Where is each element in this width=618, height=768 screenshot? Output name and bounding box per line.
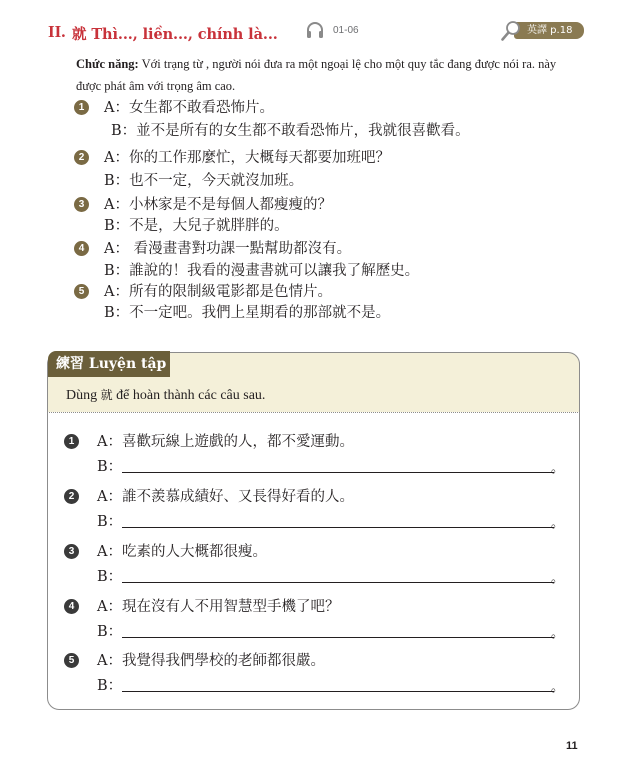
answer-end-mark: 。: [551, 516, 565, 531]
practice-number: 3: [64, 544, 79, 559]
example-line-a: A：你的工作那麼忙，大概每天都要加班吧？: [104, 150, 390, 166]
practice-tab: 練習 Luyện tập: [48, 351, 170, 377]
audio-track: 01-06: [333, 25, 359, 36]
practice-line-b-label: B：: [97, 624, 123, 640]
example-line-a: A：女生都不敢看恐怖片。: [104, 100, 274, 116]
example-line-a: A：小林家是不是每個人都瘦瘦的？: [104, 197, 332, 213]
practice-line-a: A：誰不羨慕成績好、又長得好看的人。: [97, 489, 354, 505]
example-line-b: B：也不一定，今天就沒加班。: [104, 173, 304, 189]
answer-end-mark: 。: [551, 461, 565, 476]
headphones-icon[interactable]: [305, 20, 325, 40]
answer-blank[interactable]: [122, 691, 554, 692]
example-line-a: A：所有的限制級電影都是色情片。: [104, 284, 332, 300]
page-number: 11: [566, 740, 578, 752]
translation-ref-badge[interactable]: 英譯 p.18: [514, 22, 584, 39]
answer-blank[interactable]: [122, 637, 554, 638]
example-number: 1: [74, 100, 89, 115]
example-line-b: B：不一定吧。我們上星期看的那部就不是。: [104, 305, 391, 321]
practice-instruction: Dùng 就 để hoàn thành các câu sau.: [66, 388, 266, 403]
example-line-a: A： 看漫畫書對功課一點幫助都沒有。: [104, 241, 352, 257]
example-line-b: B：不是，大兒子就胖胖的。: [104, 218, 289, 234]
practice-line-a: A：喜歡玩線上遊戲的人，都不愛運動。: [97, 434, 354, 450]
section-header: [44, 19, 584, 43]
example-line-b: B：誰說的！我看的漫畫書就可以讓我了解歷史。: [104, 263, 420, 279]
section-number: II.: [48, 22, 66, 41]
example-number: 3: [74, 197, 89, 212]
section-title: 就 Thì..., liền..., chính là...: [72, 26, 278, 43]
practice-line-a: A：我覺得我們學校的老師都很嚴。: [97, 653, 325, 669]
example-number: 2: [74, 150, 89, 165]
practice-line-b-label: B：: [97, 569, 123, 585]
example-number: 4: [74, 241, 89, 256]
practice-number: 5: [64, 653, 79, 668]
answer-blank[interactable]: [122, 527, 554, 528]
practice-line-b-label: B：: [97, 459, 123, 475]
example-number: 5: [74, 284, 89, 299]
example-line-b: B：並不是所有的女生都不敢看恐怖片，我就很喜歡看。: [111, 123, 470, 139]
practice-line-b-label: B：: [97, 514, 123, 530]
practice-line-a: A：吃素的人大概都很瘦。: [97, 544, 267, 560]
practice-line-b-label: B：: [97, 678, 123, 694]
practice-number: 4: [64, 599, 79, 614]
magnifier-icon: [501, 20, 521, 42]
practice-number: 1: [64, 434, 79, 449]
practice-number: 2: [64, 489, 79, 504]
answer-end-mark: 。: [551, 680, 565, 695]
answer-end-mark: 。: [551, 626, 565, 641]
function-explanation: [76, 53, 582, 97]
function-label: Chức năng:: [76, 57, 139, 71]
function-text: Với trạng từ , người nói đưa ra một ngoại lệ cho một quy tắc đang được nói ra. này được phát âm với trọng âm cao.: [76, 57, 557, 93]
dotted-divider: [49, 412, 578, 413]
practice-line-a: A：現在沒有人不用智慧型手機了吧？: [97, 599, 340, 615]
answer-blank[interactable]: [122, 472, 554, 473]
answer-blank[interactable]: [122, 582, 554, 583]
answer-end-mark: 。: [551, 571, 565, 586]
